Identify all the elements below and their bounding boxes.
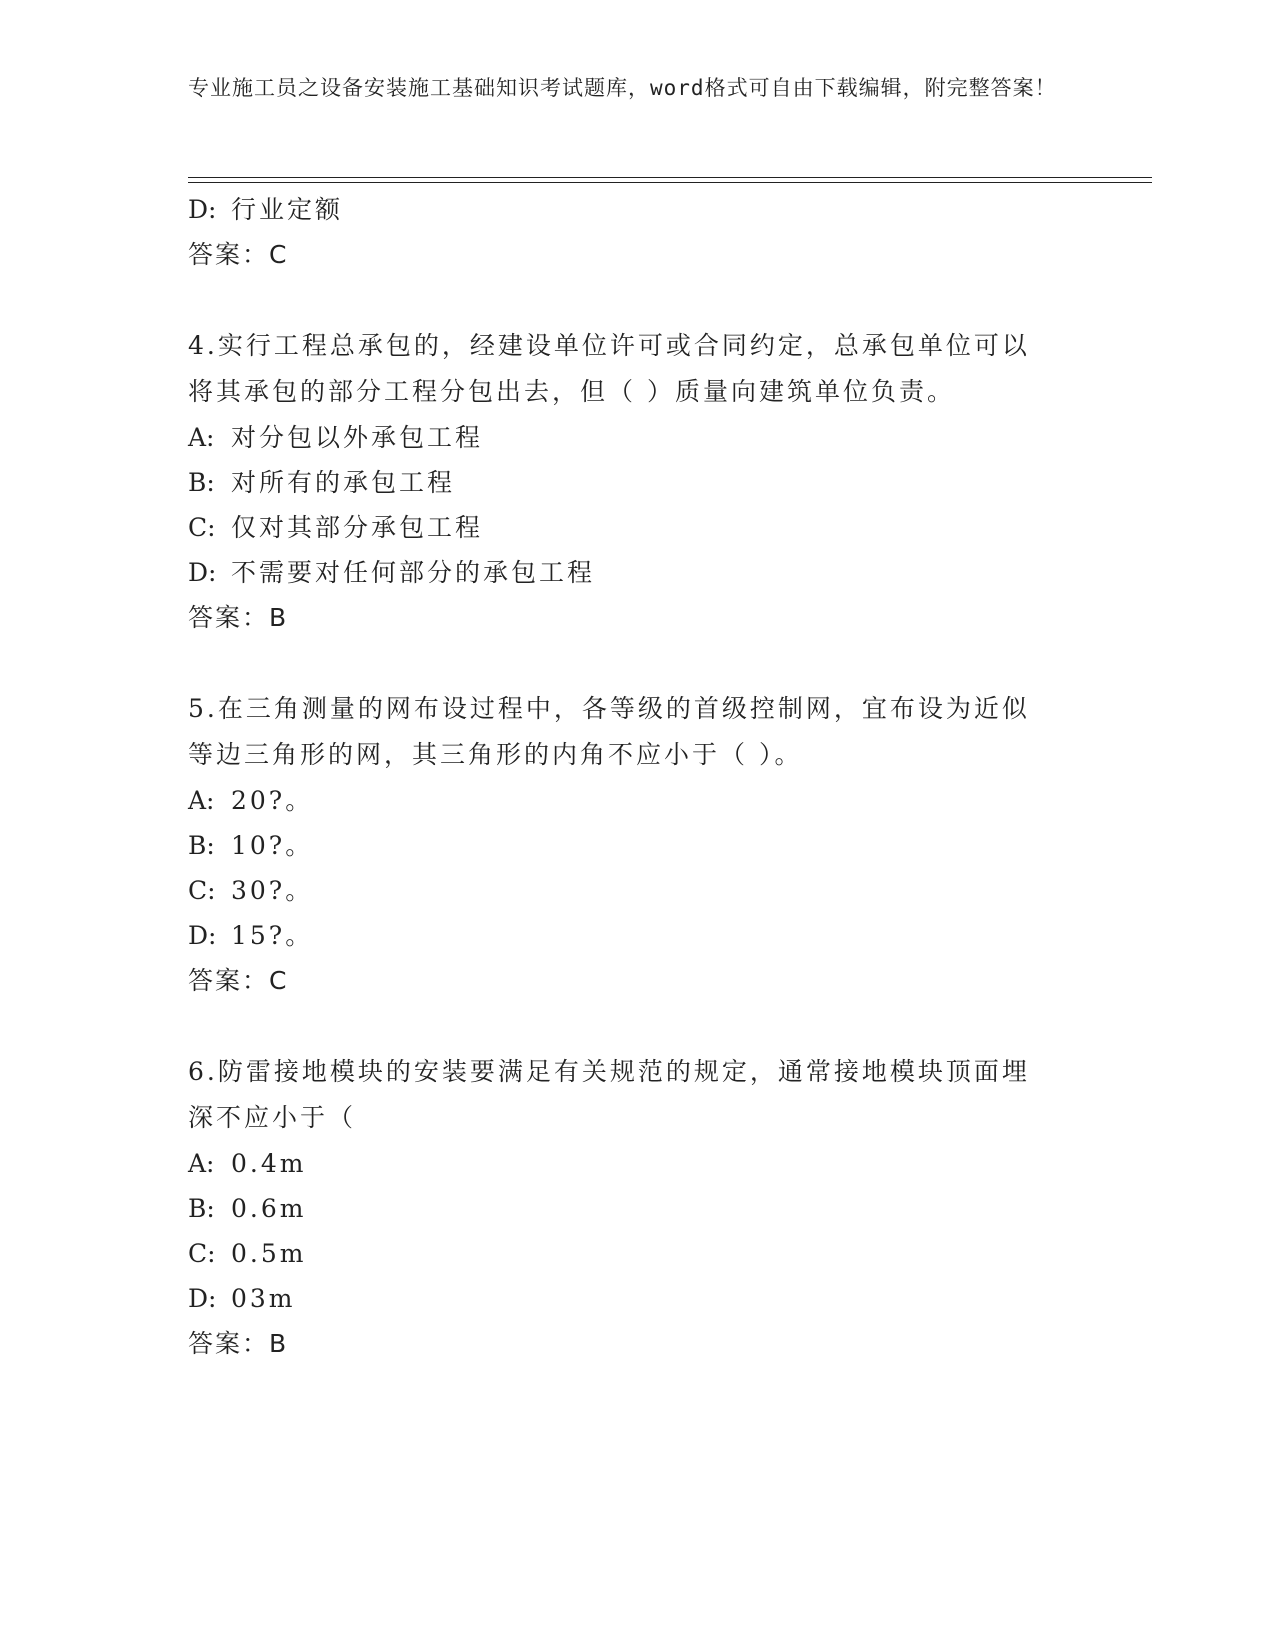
question-6 (188, 1049, 1088, 1366)
option-c (188, 868, 1088, 913)
answer-line: 答案：B (188, 603, 289, 632)
option-d (188, 913, 1088, 958)
option-a (188, 415, 1088, 460)
option-letter: B: (188, 1194, 215, 1223)
option-b (188, 460, 1088, 505)
option-letter: A: (188, 1149, 215, 1178)
option-letter: D: (188, 558, 217, 587)
option-text: 行业定额 (231, 195, 344, 224)
option-letter: D: (188, 1284, 217, 1313)
option-letter: B: (188, 468, 215, 497)
option-text: 0.6m (231, 1194, 307, 1223)
answer-line: 答案：B (188, 1329, 289, 1358)
header-divider-bottom (188, 182, 1152, 183)
option-text: 20?。 (231, 786, 314, 815)
option-text: 10?。 (231, 831, 314, 860)
header-text: 专业施工员之设备安装施工基础知识考试题库，word格式可自由下载编辑，附完整答案！ (188, 76, 1057, 100)
option-b (188, 1186, 1088, 1231)
option-b (188, 823, 1088, 868)
option-text: 30?。 (231, 876, 314, 905)
previous-question-tail (188, 187, 1088, 277)
option-letter: A: (188, 423, 215, 452)
option-text: 15?。 (231, 921, 314, 950)
option-letter: B: (188, 831, 215, 860)
question-stem: 5.在三角测量的网布设过程中，各等级的首级控制网，宜布设为近似等边三角形的网，其三角形的内角不应小于（ ）。 (188, 694, 1030, 769)
question-stem: 6.防雷接地模块的安装要满足有关规范的规定，通常接地模块顶面埋深不应小于（ (188, 1057, 1030, 1132)
document-body (188, 187, 1088, 1366)
page-header (188, 72, 1088, 105)
option-d (188, 187, 1088, 232)
option-text: 0.5m (231, 1239, 307, 1268)
answer-line: 答案：C (188, 240, 289, 269)
option-letter: C: (188, 1239, 216, 1268)
option-text: 不需要对任何部分的承包工程 (231, 558, 596, 587)
option-letter: A: (188, 786, 215, 815)
option-c (188, 505, 1088, 550)
option-c (188, 1231, 1088, 1276)
option-a (188, 1141, 1088, 1186)
option-letter: D: (188, 195, 217, 224)
option-a (188, 778, 1088, 823)
option-text: 对所有的承包工程 (231, 468, 456, 497)
question-4 (188, 323, 1088, 640)
option-text: 仅对其部分承包工程 (231, 513, 484, 542)
header-divider-top (188, 177, 1152, 178)
option-letter: C: (188, 876, 216, 905)
option-text: 03m (231, 1284, 296, 1313)
option-d (188, 550, 1088, 595)
option-letter: C: (188, 513, 216, 542)
option-d (188, 1276, 1088, 1321)
answer-line: 答案：C (188, 966, 289, 995)
option-letter: D: (188, 921, 217, 950)
option-text: 0.4m (231, 1149, 307, 1178)
question-stem: 4.实行工程总承包的，经建设单位许可或合同约定，总承包单位可以将其承包的部分工程分包出去，但（ ）质量向建筑单位负责。 (188, 331, 1030, 406)
option-text: 对分包以外承包工程 (231, 423, 484, 452)
question-5 (188, 686, 1088, 1003)
